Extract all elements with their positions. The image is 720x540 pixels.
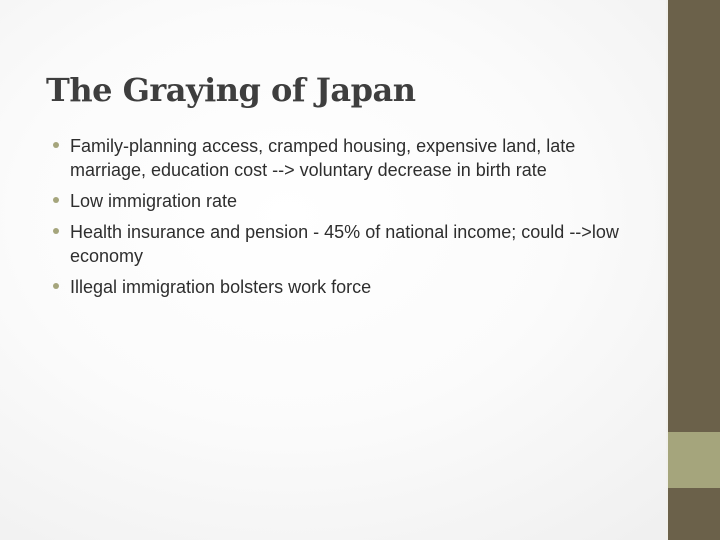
slide-title: The Graying of Japan <box>46 71 416 110</box>
bullet-text: Health insurance and pension - 45% of national income; could -->low economy <box>70 222 619 266</box>
bullet-item <box>52 220 632 268</box>
decorative-sidebar <box>666 0 720 540</box>
bullet-dot-icon <box>53 142 59 148</box>
bullet-dot-icon <box>53 197 59 203</box>
bullet-item <box>52 134 632 182</box>
bullet-dot-icon <box>53 283 59 289</box>
bullet-dot-icon <box>53 228 59 234</box>
sidebar-accent-block <box>668 432 720 488</box>
bullet-text: Low immigration rate <box>70 191 238 211</box>
bullet-text: Family-planning access, cramped housing, expensive land, late marriage, education cost --> voluntary decrease in birth rate <box>70 136 576 180</box>
bullet-list <box>52 134 632 306</box>
bullet-item <box>52 189 632 213</box>
bullet-text: Illegal immigration bolsters work force <box>70 277 372 297</box>
bullet-item <box>52 275 632 299</box>
